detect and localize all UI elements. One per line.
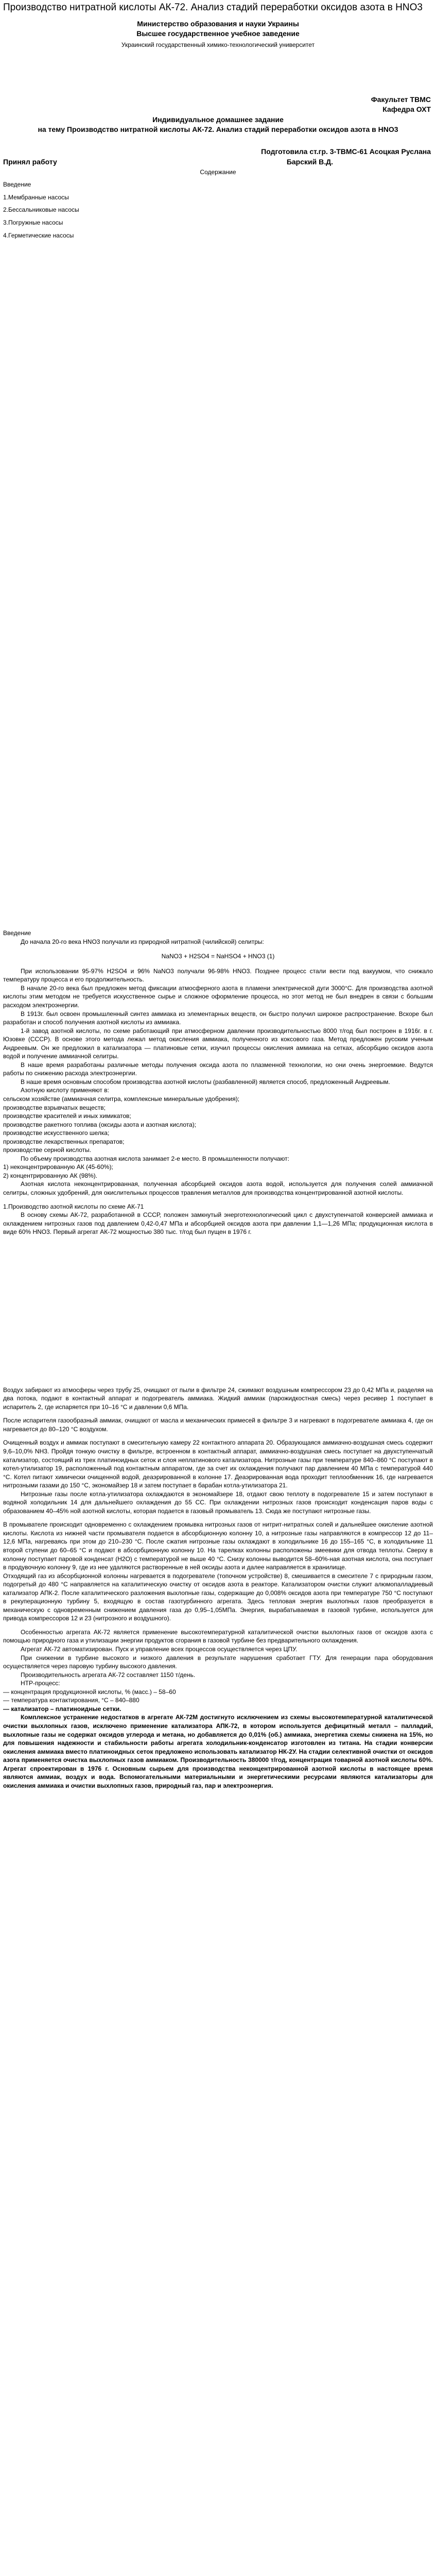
- paragraph: В промывателе происходит одновременно с охлаждением промывка нитрозных газов от нитрит-нитратных солей и дальнейшее окисление азотной кислоты. Кислота из нижней части промывателя подается в абсорбционную колонну 10, а нитрозные газы направляются в компрессор 12 до 11–12,6 МПа, нагреваясь при этом до 210–230 °С. После сжатия нитрозные газы охлаждают в холодильнике 16 до 155–165 °С, в холодильнике 11 второй ступени до 60–65 °С и подают в абсорбционную колонну 10. На тарелках колонны расположены змеевики для отвода теплоты. Сверху в колонну поступает паровой конденсат (H2O) с температурой не выше 40 °С. Снизу колонны выводится 58–60%-ная азотная кислота, она поступает в продувочную колонну 9, где из нее удаляются растворенные в ней оксиды азота и далее направляется в хранилище.: [3, 1521, 433, 1571]
- bold-heading: — катализатор – платиноидные сетки.: [3, 1705, 121, 1713]
- paragraph: В 1913г. был освоен промышленный синтез аммиака из элементарных веществ, он быстро получил широкое распространение. Вскоре был разработан и способ получения азотной кислоты из аммиака.: [3, 1010, 433, 1026]
- process-section: [0, 1386, 436, 1790]
- faculty: Факультет ТВМС: [371, 95, 431, 104]
- paragraph: Азотная кислота неконцентрированная, полученная абсорбцией оксидов азота водой, используется для получения солей аммиачной селитры, сложных удобрений, для окислительных процессов травления металлов для производства концентрированной азотной кислоты.: [3, 1180, 433, 1196]
- prepared-by: Подготовила ст.гр. 3-ТВМС-61 Асоцкая Руслана: [261, 147, 431, 156]
- task-title: Индивидуальное домашнее задание: [152, 115, 284, 124]
- department: Кафедра ОХТ: [382, 105, 431, 114]
- intro-section: [0, 929, 436, 1236]
- paragraph: При использовании 95-97% H2SO4 и 96% NaNO3 получали 96-98% HNO3. Позднее процесс стали вести под вакуумом, что снижало температуру процесса и его продолжительность.: [3, 967, 433, 984]
- university: Украинский государственный химико-технологический университет: [121, 41, 315, 49]
- list-item: производстве серной кислоты.: [3, 1146, 92, 1154]
- toc-item[interactable]: 1.Мембранные насосы: [3, 193, 69, 201]
- list-item: производстве искусственного шелка;: [3, 1129, 110, 1137]
- paragraph: Агрегат АК-72 автоматизирован. Пуск и управление всех процессов осуществляется через ЦПУ.: [21, 1646, 298, 1653]
- paragraph: В наше время разработаны различные методы получения оксида азота по плазменной технологии, но они очень энергоемкие. Ведутся работы по снижению расхода электроэнергии.: [3, 1061, 433, 1077]
- paragraph: 1-й завод азотной кислоты, по схеме работающий при атмосферном давлении производительностью 8000 т/год был построен в 1916г. в г. Юзовке (СССР). В основе этого метода лежал метод окисления аммиака, полученного из коксового газа. Метод предложен русским ученым Андреевым. Он же предложил в катализатора — платиновые сетки, изучил процессы окисления аммиака на сетках, абсорбцию оксидов азота водой и получение аммиачной селитры.: [3, 1027, 433, 1060]
- list-item: производстве взрывчатых веществ;: [3, 1104, 106, 1111]
- page-title: Производство нитратной кислоты АК-72. Анализ стадий переработки оксидов азота в HNO3: [3, 2, 423, 13]
- accepted-name: Барский В.Д.: [286, 157, 333, 166]
- toc-item[interactable]: 2.Бессальниковые насосы: [3, 206, 79, 214]
- equation: NaNO3 + H2SO4 = NaHSO4 + HNO3 (1): [161, 953, 275, 960]
- bold-paragraph: Комплексное устранение недостатков в агрегате АК-72М достигнуто исключением из схемы высокотемпературной каталитической очистки выхлопных газов, исключено применение катализатора АПК-72, в котором используется дефицитный металл – палладий, выхлопные газы не содержат оксидов углерода и метана, но добавляется до 0,01% (об.) аммиака, энергетика схемы снижена на 15%, но для повышения надежности и стабильности работы агрегата холодильник-конденсатор изготовлен из титана. На стадии конверсии окисления аммиака вместо платиноидных сеток предложено использовать катализатор НК-2У. На стадии селективной очистки от оксидов азота применяется очистка выхлопных газов аммиаком. Производительность 380000 т/год, концентрация товарной азотной кислоты 60%. Агрегат спроектирован в 1976 г. Основным сырьем для производства неконцентрированной азотной кислоты в настоящее время являются аммиак, воздух и вода. Вспомогательными материальными и энергетическими ресурсами являются катализаторы для окисления аммиака и очистки выхлопных газов, природный газ, пар и электроэнергия.: [3, 1714, 433, 1789]
- task-topic: на тему Производство нитратной кислоты АК-72. Анализ стадий переработки оксидов азота в HNO3: [38, 125, 398, 133]
- toc-item[interactable]: 4.Герметические насосы: [3, 231, 74, 239]
- list-item: сельском хозяйстве (аммиачная селитра, комплексные минеральные удобрения);: [3, 1095, 240, 1103]
- paragraph: Производительность агрегата АК-72 составляет 1150 т/день.: [21, 1671, 196, 1679]
- toc-item[interactable]: Введение: [3, 181, 31, 189]
- toc-item[interactable]: 3.Погружные насосы: [3, 219, 63, 227]
- intro-heading: Введение: [3, 929, 31, 937]
- paragraph: В наше время основным способом производства азотной кислоты (разбавленной) является способ, предложенный Андреевым.: [21, 1078, 390, 1086]
- paragraph: В начале 20-го века был предложен метод фиксации атмосферного азота в пламени электрической дуги 3000°С. Для производства азотной кислоты этим методом не требуется искусственное сырье и сложное оформление процесса, но этот метод не был внедрен в связи с большим расходом электроэнергии.: [3, 984, 433, 1009]
- list-item: производстве красителей и иных химикатов;: [3, 1112, 131, 1120]
- paragraph: Особенностью агрегата АК-72 является применение высокотемпературной каталитической очистки выхлопных газов от оксидов азота с помощью природного газа и утилизации энергии продуктов сгорания в газовой турбине без предварительного охлаждения.: [3, 1628, 433, 1645]
- list-item: производстве ракетного топлива (оксиды азота и азотная кислота);: [3, 1121, 197, 1128]
- list-item: — температура контактирования, °С – 840–880: [3, 1697, 139, 1704]
- paragraph: По объему производства азотная кислота занимает 2-е место. В промышленности получают:: [21, 1155, 289, 1162]
- list-item: 1) неконцентрированную АК (45-60%);: [3, 1163, 113, 1171]
- paragraph: НТР-процесс:: [21, 1680, 60, 1687]
- ministry: Министерство образования и науки Украины: [137, 19, 299, 28]
- paragraph: При снижении в турбине высокого и низкого давления в результате нарушения сработает ГТУ. Для генерации пара оборудования осуществляется через паровую турбину высокого давления.: [3, 1654, 433, 1670]
- paragraph: Очищенный воздух и аммиак поступают в смесительную камеру 22 контактного аппарата 20. Образующаяся аммиачно-воздушная смесь содержит 9,6–10,0% NH3. Пройдя тонкую очистку в фильтре, встроенном в контактный аппарат, аммиачно-воздушная смесь поступает на двухступенчатый катализатор, состоящий из трех платиноидных сеток и слоя неплатинового катализатора. Нитрозные газы при температуре 840–860 °С поступают в котел-утилизатор 19, расположенный под контактным аппаратом, где за счет их охлаждения получают пар давлением 40 МПа с температурой 440 °С. Котел питают химически очищенной водой, деаэрированной в колонне 17. Деаэрированная вода проходит теплообменник 16, где нагревается нитрозными газами до 150 °С, экономайзер 18 и затем поступает в барабан котла-утилизатора 21.: [3, 1439, 433, 1489]
- paragraph: После испарителя газообразный аммиак, очищают от масла и механических примесей в фильтре 3 и нагревают в подогревателе аммиака 4, где он нагревается до 80–120 °С воздухом.: [3, 1417, 433, 1433]
- list-item: — концентрация продукционной кислоты, % (масс.) – 58–60: [3, 1688, 176, 1696]
- paragraph: Азотную кислоту применяют в:: [21, 1087, 109, 1094]
- paragraph: В основу схемы АК-72, разработанной в СССР, положен замкнутый энерготехнологический цикл с двухступенчатой конверсией аммиака и охлаждением нитрозных газов под давлением 0,42-0,47 МПа и абсорбцией оксидов азота при давлении 1,1—1,26 МПа; продукционная кислота в виде 60% HNO3. Первый агрегат АК-72 мощностью 380 тыс. т/год был пущен в 1976 г.: [3, 1211, 433, 1236]
- paragraph: Воздух забирают из атмосферы через трубу 25, очищают от пыли в фильтре 24, сжимают воздушным компрессором 23 до 0,42 МПа и, разделяя на два потока, подают в контактный аппарат и подогреватель аммиака. Жидкий аммиак (парожидкостная смесь) через ресивер 1 поступает в испаритель 2, где испаряется при 10–16 °С и давлении 0,6 МПа.: [3, 1386, 433, 1411]
- toc: [0, 180, 436, 240]
- list-item: 2) концентрированную АК (98%).: [3, 1172, 98, 1179]
- contents-heading: Содержание: [200, 168, 236, 176]
- list-item: производстве лекарственных препаратов;: [3, 1138, 125, 1145]
- paragraph: Отходящий газ из абсорбционной колонны нагревается в подогревателе (топочном устройстве) 8, смешивается в смесителе 7 с природным газом, подогретый до 480 °С направляется на каталитическую очистку от оксидов азота в реакторе. Катализатором очистки служит алюмопалладиевый катализатор АПК-2. После каталитического разложения выхлопные газы, содержащие до 0,008% оксидов азота при температуре 750 °С поступают в рекуперационную турбину 5, входящую в состав газотурбинного агрегата. Здесь тепловая энергия выхлопных газов преобразуется в механическую с одновременным снижением давления газа до 0,95–1,05МПа. Энергия, вырабатываемая в газовой турбине, используется для привода компрессоров 12 и 23 (нитрозного и воздушного).: [3, 1572, 433, 1622]
- section-heading: 1.Производство азотной кислоты по схеме АК-71: [3, 1202, 144, 1210]
- institution: Высшее государственное учебное заведение: [136, 29, 300, 38]
- accepted-label: Принял работу: [3, 157, 57, 166]
- paragraph: Нитрозные газы после котла-утилизатора охлаждаются в экономайзере 18, отдают свою теплоту в подогревателе 15 и затем поступают в водяной холодильник 14 для дальнейшего охлаждения до 55 СС. При охлаждении нитрозных газов происходит конденсация паров воды с образованием 40–45% ной азотной кислоты, которая подается в газовый промыватель 13. Сюда же поступают нитрозные газы.: [3, 1490, 433, 1515]
- paragraph: До начала 20-го века HNO3 получали из природной нитратной (чилийской) селитры:: [21, 938, 264, 945]
